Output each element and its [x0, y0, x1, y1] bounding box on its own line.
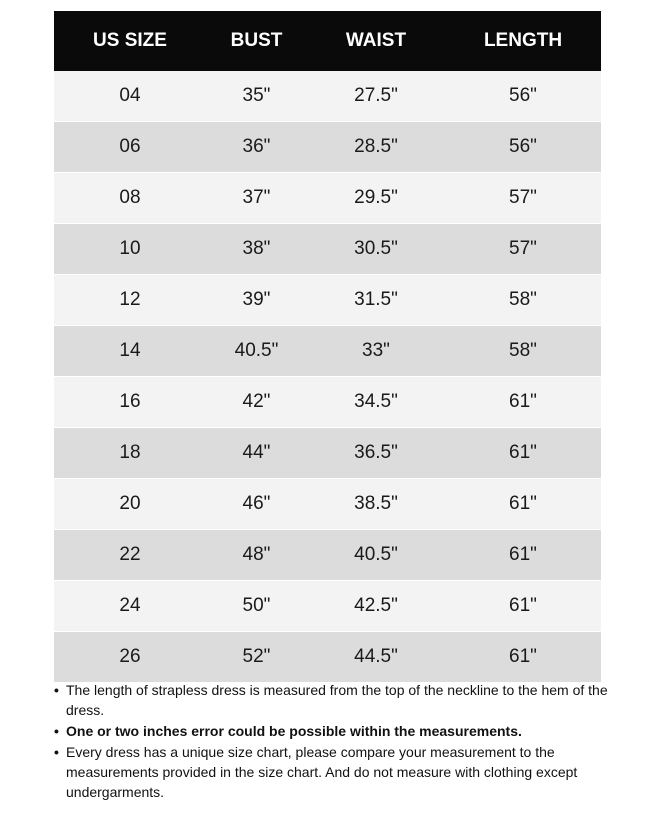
- cell-waist: 31.5": [307, 275, 445, 326]
- cell-us-size: 24: [54, 581, 206, 632]
- cell-length: 56": [445, 122, 601, 173]
- cell-us-size: 04: [54, 71, 206, 122]
- cell-waist: 36.5": [307, 428, 445, 479]
- cell-bust: 38": [206, 224, 307, 275]
- note-text: One or two inches error could be possible within the measurements.: [66, 723, 522, 739]
- cell-waist: 30.5": [307, 224, 445, 275]
- cell-bust: 50": [206, 581, 307, 632]
- cell-waist: 38.5": [307, 479, 445, 530]
- cell-length: 61": [445, 377, 601, 428]
- size-notes-list: [54, 680, 614, 803]
- table-row: [54, 224, 601, 275]
- cell-bust: 37": [206, 173, 307, 224]
- cell-waist: 42.5": [307, 581, 445, 632]
- table-row: [54, 530, 601, 581]
- cell-bust: 46": [206, 479, 307, 530]
- table-row: [54, 173, 601, 224]
- table-row: [54, 632, 601, 683]
- cell-bust: 48": [206, 530, 307, 581]
- cell-bust: 42": [206, 377, 307, 428]
- header-length: LENGTH: [445, 11, 601, 71]
- cell-waist: 33": [307, 326, 445, 377]
- cell-length: 61": [445, 530, 601, 581]
- table-row: [54, 275, 601, 326]
- cell-length: 57": [445, 173, 601, 224]
- cell-waist: 34.5": [307, 377, 445, 428]
- cell-bust: 39": [206, 275, 307, 326]
- cell-waist: 44.5": [307, 632, 445, 683]
- table-row: [54, 428, 601, 479]
- header-us-size: US SIZE: [54, 11, 206, 71]
- bullet-icon: •: [54, 682, 59, 698]
- cell-bust: 44": [206, 428, 307, 479]
- cell-us-size: 06: [54, 122, 206, 173]
- note-item-unique-chart: [54, 742, 614, 802]
- header-row: [54, 11, 601, 71]
- cell-length: 56": [445, 71, 601, 122]
- cell-us-size: 16: [54, 377, 206, 428]
- cell-length: 61": [445, 428, 601, 479]
- cell-us-size: 18: [54, 428, 206, 479]
- bullet-icon: •: [54, 723, 59, 739]
- cell-length: 58": [445, 326, 601, 377]
- cell-length: 58": [445, 275, 601, 326]
- cell-us-size: 26: [54, 632, 206, 683]
- header-bust: BUST: [206, 11, 307, 71]
- table-row: [54, 326, 601, 377]
- size-chart-table: [54, 11, 601, 683]
- cell-bust: 40.5": [206, 326, 307, 377]
- cell-waist: 27.5": [307, 71, 445, 122]
- bullet-icon: •: [54, 744, 59, 760]
- cell-us-size: 20: [54, 479, 206, 530]
- note-text: Every dress has a unique size chart, please compare your measurement to the measurements provided in the size chart. And do not measure with clothing except undergarments.: [66, 744, 578, 800]
- cell-us-size: 14: [54, 326, 206, 377]
- table-row: [54, 71, 601, 122]
- cell-bust: 35": [206, 71, 307, 122]
- cell-us-size: 12: [54, 275, 206, 326]
- cell-waist: 28.5": [307, 122, 445, 173]
- cell-us-size: 08: [54, 173, 206, 224]
- size-chart-body: [54, 71, 601, 683]
- cell-bust: 52": [206, 632, 307, 683]
- table-row: [54, 479, 601, 530]
- cell-length: 57": [445, 224, 601, 275]
- note-text: The length of strapless dress is measured from the top of the neckline to the hem of the dress.: [66, 682, 608, 718]
- header-waist: WAIST: [307, 11, 445, 71]
- cell-us-size: 10: [54, 224, 206, 275]
- cell-bust: 36": [206, 122, 307, 173]
- note-item-error: [54, 721, 614, 741]
- cell-waist: 29.5": [307, 173, 445, 224]
- cell-length: 61": [445, 581, 601, 632]
- table-row: [54, 122, 601, 173]
- cell-length: 61": [445, 632, 601, 683]
- cell-length: 61": [445, 479, 601, 530]
- table-row: [54, 377, 601, 428]
- cell-waist: 40.5": [307, 530, 445, 581]
- table-row: [54, 581, 601, 632]
- cell-us-size: 22: [54, 530, 206, 581]
- size-chart-header: [54, 11, 601, 71]
- note-item-length: [54, 680, 614, 720]
